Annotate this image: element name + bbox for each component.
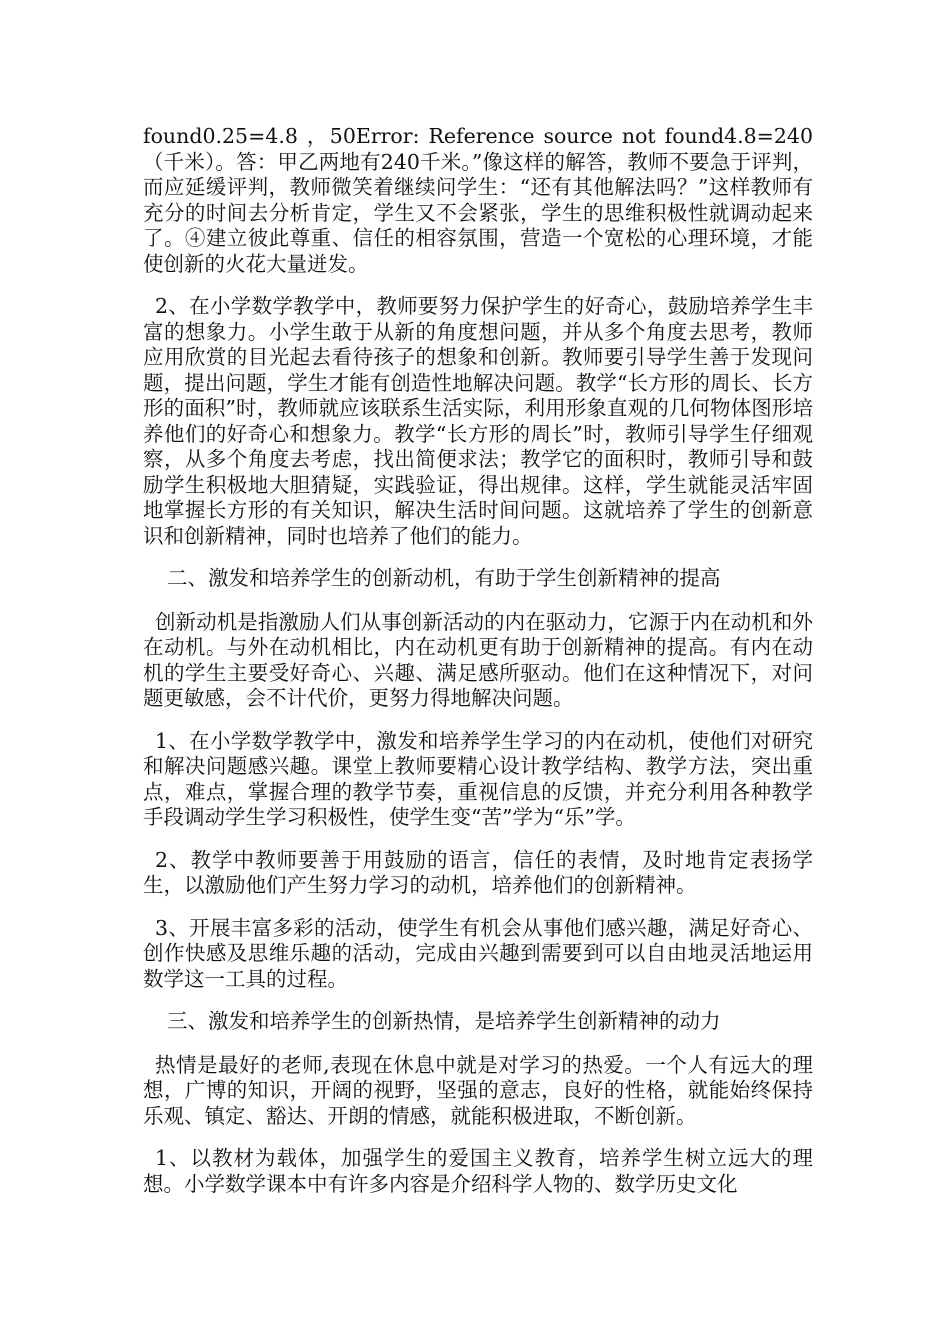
section-heading-2: 二、激发和培养学生的创新动机，有助于学生创新精神的提高 (167, 566, 721, 590)
section-heading-3: 三、激发和培养学生的创新热情，是培养学生创新精神的动力 (167, 1009, 721, 1033)
document-body (143, 124, 813, 1214)
paragraph-creative-motivation: 创新动机是指激励人们从事创新活动的内在驱动力，它源于内在动机和外在动机。与外在动机相比，内在动机更有助于创新精神的提高。有内在动机的学生主要受好奇心、兴趣、满足感所驱动。他们在这种情况下，对问题更敏感，会不计代价，更努力得地解决问题。 (143, 609, 813, 710)
paragraph-protect-curiosity: 2、在小学数学教学中，教师要努力保护学生的好奇心，鼓励培养学生丰富的想象力。小学生敢于从新的角度想问题，并从多个角度去思考，教师应用欣赏的目光起去看待孩子的想象和创新。教师要引导学生善于发现问题，提出问题，学生才能有创造性地解决问题。教学“长方形的周长、长方形的面积”时，教师就应该联系生活实际，利用形象直观的几何物体图形培养他们的好奇心和想象力。教学“长方形的周长”时，教师引导学生仔细观察，从多个角度去考虑，找出简便求法；教学它的面积时，教师引导和鼓励学生积极地大胆猜疑，实践验证，得出规律。这样，学生就能灵活牢固地掌握长方形的有关知识，解决生活时间问题。这就培养了学生的创新意识和创新精神，同时也培养了他们的能力。 (143, 294, 813, 548)
paragraph-intrinsic-motivation: 1、在小学数学教学中，激发和培养学生学习的内在动机，使他们对研究和解决问题感兴趣。课堂上教师要精心设计教学结构、教学方法，突出重点，难点，掌握合理的教学节奏，重视信息的反馈，并充分利用各种教学手段调动学生学习积极性，使学生变“苦”学为“乐”学。 (143, 728, 813, 829)
paragraph-continued-answer: found0.25=4.8 ，50Error: Reference source not found4.8=240（千米）。答：甲乙两地有240千米。”像这样的解答，教师不要急于评判，而应延缓评判，教师微笑着继续问学生：“还有其他解法吗？”这样教师有充分的时间去分析肯定，学生又不会紧张，学生的思维积极性就调动起来了。④建立彼此尊重、信任的相容氛围，营造一个宽松的心理环境，才能使创新的火花大量迸发。 (143, 124, 813, 276)
paragraph-enthusiasm: 热情是最好的老师,表现在休息中就是对学习的热爱。一个人有远大的理想，广博的知识，开阔的视野，坚强的意志，良好的性格，就能始终保持乐观、镇定、豁达、开朗的情感，就能积极进取，不断创新。 (143, 1052, 813, 1128)
paragraph-encouraging-language: 2、教学中教师要善于用鼓励的语言，信任的表情，及时地肯定表扬学生，以激励他们产生努力学习的动机，培养他们的创新精神。 (143, 847, 813, 897)
paragraph-activities: 3、开展丰富多彩的活动，使学生有机会从事他们感兴趣，满足好奇心、创作快感及思维乐趣的活动，完成由兴趣到需要到可以自由地灵活地运用数学这一工具的过程。 (143, 915, 813, 991)
paragraph-patriotic-education: 1、以教材为载体，加强学生的爱国主义教育，培养学生树立远大的理想。小学数学课本中有许多内容是介绍科学人物的、数学历史文化 (143, 1146, 813, 1196)
